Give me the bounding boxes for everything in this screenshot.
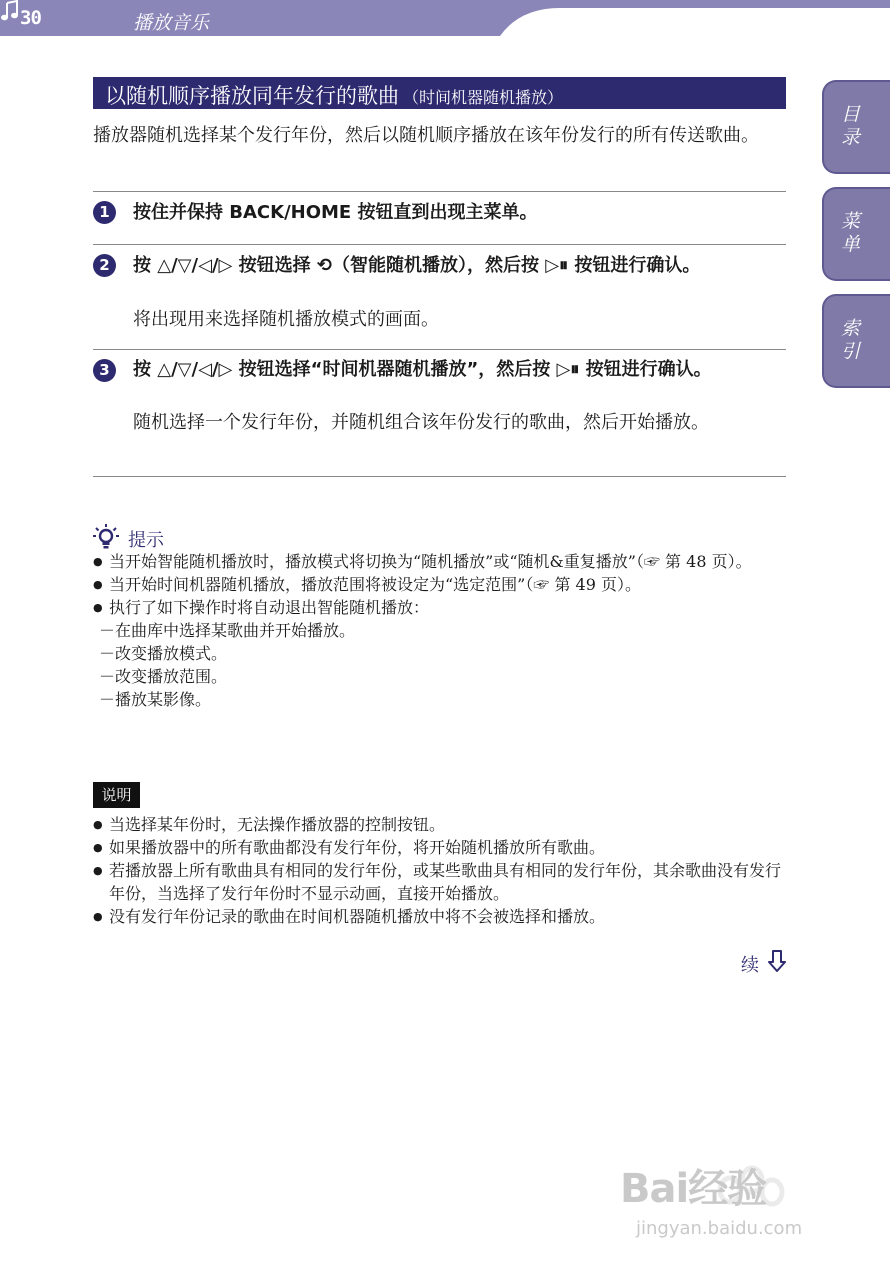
topic-title xyxy=(105,80,563,110)
tab-label: 索引 xyxy=(838,318,860,364)
tab-label: 目录 xyxy=(838,104,860,150)
topic-title-sub: （时间机器随机播放） xyxy=(403,88,564,107)
watermark-brand: Bai经验 xyxy=(620,1166,767,1212)
list-item: ● 当选择某年份时，无法操作播放器的控制按钮。 xyxy=(93,813,786,836)
list-item: ● 当开始智能随机播放时，播放模式将切换为“随机播放”或“随机&重复播放”（☞ 第 48 页）。 xyxy=(93,550,786,573)
tips-list xyxy=(93,550,786,711)
step-instruction: 按住并保持 BACK/HOME 按钮直到出现主菜单。 xyxy=(133,202,538,223)
list-item: －在曲库中选择某歌曲并开始播放。 xyxy=(99,621,356,640)
continued-label[interactable]: 续 xyxy=(741,955,759,976)
step-instruction: 按 △/▽/◁/▷ 按钮选择“时间机器随机播放”，然后按 ▷⏸ 按钮进行确认。 xyxy=(133,359,712,380)
topic-title-main: 以随机顺序播放同年发行的歌曲 xyxy=(105,84,399,108)
arrow-down-icon[interactable] xyxy=(767,949,787,973)
page-number: 30 xyxy=(20,7,41,29)
section-title: 播放音乐 xyxy=(133,12,210,34)
list-item: ● 当开始时间机器随机播放，播放范围将被设定为“选定范围”（☞ 第 49 页）。 xyxy=(93,573,786,596)
divider xyxy=(93,244,786,245)
list-item: －改变播放范围。 xyxy=(99,667,228,686)
step-number: 2 xyxy=(93,254,116,277)
tab-contents[interactable] xyxy=(822,80,890,174)
step-number: 1 xyxy=(93,201,116,224)
list-item: －改变播放模式。 xyxy=(99,644,228,663)
watermark-url: jingyan.baidu.com xyxy=(636,1218,803,1239)
tips-label: 提示 xyxy=(128,530,164,551)
tab-menu[interactable] xyxy=(822,187,890,281)
music-note-icon xyxy=(0,0,20,22)
step-instruction: 按 △/▽/◁/▷ 按钮选择 ⟲（智能随机播放），然后按 ▷⏸ 按钮进行确认。 xyxy=(133,255,701,276)
topic-title-bar xyxy=(93,77,786,109)
list-item: ● 如果播放器中的所有歌曲都没有发行年份，将开始随机播放所有歌曲。 xyxy=(93,836,786,859)
intro-paragraph: 播放器随机选择某个发行年份，然后以随机顺序播放在该年份发行的所有传送歌曲。 xyxy=(93,125,759,146)
tab-index[interactable] xyxy=(822,294,890,388)
notes-list xyxy=(93,813,786,928)
list-item: －播放某影像。 xyxy=(99,690,212,709)
divider xyxy=(93,191,786,192)
step-detail: 将出现用来选择随机播放模式的画面。 xyxy=(133,309,439,330)
tab-label: 菜单 xyxy=(838,211,860,257)
divider xyxy=(93,349,786,350)
list-item: ● 没有发行年份记录的歌曲在时间机器随机播放中将不会被选择和播放。 xyxy=(93,905,786,928)
step-detail: 随机选择一个发行年份，并随机组合该年份发行的歌曲，然后开始播放。 xyxy=(133,412,709,433)
list-item: ● 若播放器上所有歌曲具有相同的发行年份，或某些歌曲具有相同的发行年份，其余歌曲没有发行年份，当选择了发行年份时不显示动画，直接开始播放。 xyxy=(93,859,786,905)
list-item: ● 执行了如下操作时将自动退出智能随机播放： xyxy=(93,596,786,619)
notes-label: 说明 xyxy=(93,782,140,808)
lightbulb-icon xyxy=(93,524,119,550)
page-header xyxy=(0,0,890,36)
step-number: 3 xyxy=(93,359,116,382)
divider xyxy=(93,476,786,477)
